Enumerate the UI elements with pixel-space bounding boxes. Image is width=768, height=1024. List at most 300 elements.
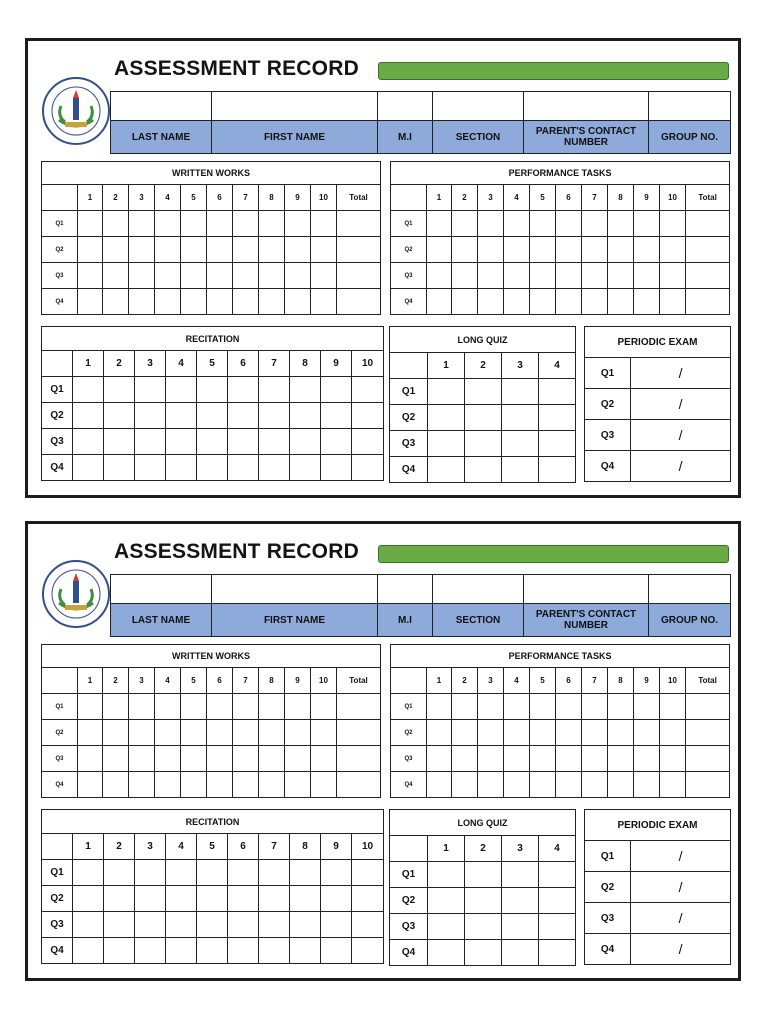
score-cell[interactable] [427, 237, 452, 263]
info-input-4[interactable] [524, 92, 649, 121]
score-cell[interactable] [155, 772, 181, 798]
score-cell[interactable] [427, 263, 452, 289]
score-cell[interactable] [155, 720, 181, 746]
score-cell[interactable] [582, 720, 608, 746]
score-cell[interactable] [259, 211, 285, 237]
score-cell[interactable] [233, 211, 259, 237]
score-cell[interactable] [478, 289, 504, 315]
score-cell[interactable] [428, 405, 465, 431]
score-cell[interactable] [504, 772, 530, 798]
score-cell[interactable] [207, 694, 233, 720]
score-cell[interactable] [530, 694, 556, 720]
score-cell[interactable] [452, 237, 478, 263]
score-cell[interactable] [259, 772, 285, 798]
score-cell[interactable] [285, 237, 311, 263]
score-cell[interactable] [73, 886, 104, 912]
score-cell[interactable] [285, 289, 311, 315]
score-cell[interactable] [104, 912, 135, 938]
score-cell[interactable] [290, 377, 321, 403]
exam-score-cell[interactable]: / [631, 872, 731, 903]
score-cell[interactable] [427, 720, 452, 746]
score-cell[interactable] [233, 263, 259, 289]
score-cell[interactable] [259, 403, 290, 429]
score-cell[interactable] [207, 720, 233, 746]
score-cell[interactable] [634, 289, 660, 315]
score-cell[interactable] [539, 405, 576, 431]
info-input-1[interactable] [212, 575, 378, 604]
score-cell[interactable] [103, 746, 129, 772]
score-cell[interactable] [166, 455, 197, 481]
score-cell[interactable] [452, 289, 478, 315]
score-cell[interactable] [352, 403, 384, 429]
score-cell[interactable] [539, 888, 576, 914]
score-cell[interactable] [478, 772, 504, 798]
score-cell[interactable] [290, 886, 321, 912]
score-cell[interactable] [228, 886, 259, 912]
score-cell[interactable] [197, 886, 228, 912]
score-cell[interactable] [104, 429, 135, 455]
exam-score-cell[interactable]: / [631, 389, 731, 420]
score-cell[interactable] [135, 429, 166, 455]
score-cell[interactable] [285, 211, 311, 237]
score-cell[interactable] [259, 886, 290, 912]
score-cell[interactable] [686, 289, 730, 315]
score-cell[interactable] [228, 912, 259, 938]
score-cell[interactable] [129, 237, 155, 263]
score-cell[interactable] [502, 431, 539, 457]
score-cell[interactable] [465, 405, 502, 431]
score-cell[interactable] [634, 211, 660, 237]
score-cell[interactable] [129, 263, 155, 289]
score-cell[interactable] [428, 431, 465, 457]
score-cell[interactable] [103, 720, 129, 746]
score-cell[interactable] [352, 429, 384, 455]
score-cell[interactable] [104, 403, 135, 429]
score-cell[interactable] [311, 237, 337, 263]
score-cell[interactable] [103, 237, 129, 263]
score-cell[interactable] [73, 429, 104, 455]
score-cell[interactable] [582, 237, 608, 263]
score-cell[interactable] [465, 431, 502, 457]
score-cell[interactable] [233, 694, 259, 720]
score-cell[interactable] [502, 914, 539, 940]
score-cell[interactable] [530, 211, 556, 237]
score-cell[interactable] [285, 694, 311, 720]
score-cell[interactable] [166, 403, 197, 429]
score-cell[interactable] [135, 886, 166, 912]
score-cell[interactable] [207, 772, 233, 798]
score-cell[interactable] [228, 403, 259, 429]
score-cell[interactable] [686, 211, 730, 237]
score-cell[interactable] [259, 938, 290, 964]
info-input-3[interactable] [433, 92, 524, 121]
score-cell[interactable] [129, 694, 155, 720]
score-cell[interactable] [608, 772, 634, 798]
score-cell[interactable] [504, 694, 530, 720]
info-input-1[interactable] [212, 92, 378, 121]
score-cell[interactable] [78, 720, 103, 746]
score-cell[interactable] [311, 263, 337, 289]
score-cell[interactable] [207, 263, 233, 289]
score-cell[interactable] [337, 237, 381, 263]
score-cell[interactable] [337, 694, 381, 720]
score-cell[interactable] [502, 457, 539, 483]
score-cell[interactable] [285, 746, 311, 772]
score-cell[interactable] [259, 289, 285, 315]
score-cell[interactable] [686, 746, 730, 772]
score-cell[interactable] [321, 455, 352, 481]
score-cell[interactable] [207, 237, 233, 263]
score-cell[interactable] [259, 237, 285, 263]
score-cell[interactable] [259, 263, 285, 289]
score-cell[interactable] [129, 289, 155, 315]
score-cell[interactable] [582, 772, 608, 798]
score-cell[interactable] [428, 379, 465, 405]
score-cell[interactable] [660, 746, 686, 772]
score-cell[interactable] [608, 263, 634, 289]
score-cell[interactable] [135, 912, 166, 938]
score-cell[interactable] [686, 263, 730, 289]
score-cell[interactable] [103, 289, 129, 315]
score-cell[interactable] [207, 746, 233, 772]
exam-score-cell[interactable]: / [631, 903, 731, 934]
score-cell[interactable] [321, 429, 352, 455]
score-cell[interactable] [686, 772, 730, 798]
score-cell[interactable] [155, 289, 181, 315]
score-cell[interactable] [259, 429, 290, 455]
score-cell[interactable] [352, 455, 384, 481]
score-cell[interactable] [428, 914, 465, 940]
info-input-5[interactable] [649, 92, 731, 121]
score-cell[interactable] [556, 746, 582, 772]
score-cell[interactable] [259, 455, 290, 481]
score-cell[interactable] [78, 746, 103, 772]
score-cell[interactable] [78, 772, 103, 798]
score-cell[interactable] [352, 886, 384, 912]
score-cell[interactable] [135, 860, 166, 886]
score-cell[interactable] [337, 211, 381, 237]
score-cell[interactable] [427, 694, 452, 720]
score-cell[interactable] [166, 938, 197, 964]
score-cell[interactable] [285, 263, 311, 289]
score-cell[interactable] [155, 211, 181, 237]
score-cell[interactable] [337, 263, 381, 289]
score-cell[interactable] [556, 289, 582, 315]
score-cell[interactable] [233, 289, 259, 315]
score-cell[interactable] [530, 720, 556, 746]
score-cell[interactable] [181, 263, 207, 289]
score-cell[interactable] [556, 720, 582, 746]
score-cell[interactable] [290, 938, 321, 964]
score-cell[interactable] [129, 746, 155, 772]
score-cell[interactable] [452, 720, 478, 746]
score-cell[interactable] [465, 940, 502, 966]
score-cell[interactable] [321, 377, 352, 403]
score-cell[interactable] [686, 237, 730, 263]
score-cell[interactable] [556, 772, 582, 798]
score-cell[interactable] [166, 912, 197, 938]
score-cell[interactable] [337, 289, 381, 315]
score-cell[interactable] [352, 938, 384, 964]
score-cell[interactable] [660, 237, 686, 263]
score-cell[interactable] [478, 720, 504, 746]
score-cell[interactable] [582, 289, 608, 315]
score-cell[interactable] [428, 888, 465, 914]
score-cell[interactable] [321, 938, 352, 964]
score-cell[interactable] [352, 377, 384, 403]
score-cell[interactable] [166, 886, 197, 912]
score-cell[interactable] [608, 720, 634, 746]
score-cell[interactable] [478, 211, 504, 237]
score-cell[interactable] [155, 263, 181, 289]
score-cell[interactable] [478, 237, 504, 263]
score-cell[interactable] [428, 862, 465, 888]
exam-score-cell[interactable]: / [631, 420, 731, 451]
score-cell[interactable] [181, 720, 207, 746]
score-cell[interactable] [259, 720, 285, 746]
score-cell[interactable] [321, 403, 352, 429]
score-cell[interactable] [103, 263, 129, 289]
exam-score-cell[interactable]: / [631, 451, 731, 482]
score-cell[interactable] [427, 289, 452, 315]
score-cell[interactable] [285, 720, 311, 746]
score-cell[interactable] [634, 772, 660, 798]
score-cell[interactable] [502, 940, 539, 966]
score-cell[interactable] [321, 886, 352, 912]
score-cell[interactable] [259, 377, 290, 403]
score-cell[interactable] [78, 694, 103, 720]
score-cell[interactable] [352, 860, 384, 886]
score-cell[interactable] [634, 694, 660, 720]
info-input-0[interactable] [111, 575, 212, 604]
score-cell[interactable] [608, 746, 634, 772]
score-cell[interactable] [103, 694, 129, 720]
score-cell[interactable] [556, 694, 582, 720]
score-cell[interactable] [197, 455, 228, 481]
score-cell[interactable] [311, 211, 337, 237]
score-cell[interactable] [73, 455, 104, 481]
score-cell[interactable] [135, 403, 166, 429]
score-cell[interactable] [504, 263, 530, 289]
score-cell[interactable] [452, 263, 478, 289]
score-cell[interactable] [502, 379, 539, 405]
score-cell[interactable] [686, 694, 730, 720]
score-cell[interactable] [259, 860, 290, 886]
score-cell[interactable] [608, 237, 634, 263]
score-cell[interactable] [660, 263, 686, 289]
score-cell[interactable] [104, 938, 135, 964]
score-cell[interactable] [504, 289, 530, 315]
score-cell[interactable] [155, 237, 181, 263]
score-cell[interactable] [452, 694, 478, 720]
score-cell[interactable] [73, 938, 104, 964]
score-cell[interactable] [197, 403, 228, 429]
score-cell[interactable] [285, 772, 311, 798]
info-input-3[interactable] [433, 575, 524, 604]
score-cell[interactable] [427, 211, 452, 237]
score-cell[interactable] [135, 938, 166, 964]
score-cell[interactable] [504, 237, 530, 263]
info-input-5[interactable] [649, 575, 731, 604]
score-cell[interactable] [181, 694, 207, 720]
score-cell[interactable] [530, 772, 556, 798]
score-cell[interactable] [259, 746, 285, 772]
score-cell[interactable] [207, 289, 233, 315]
score-cell[interactable] [290, 912, 321, 938]
score-cell[interactable] [530, 289, 556, 315]
score-cell[interactable] [103, 211, 129, 237]
score-cell[interactable] [197, 377, 228, 403]
score-cell[interactable] [233, 746, 259, 772]
score-cell[interactable] [78, 237, 103, 263]
score-cell[interactable] [337, 746, 381, 772]
score-cell[interactable] [166, 429, 197, 455]
score-cell[interactable] [104, 377, 135, 403]
score-cell[interactable] [427, 772, 452, 798]
score-cell[interactable] [660, 772, 686, 798]
score-cell[interactable] [78, 289, 103, 315]
score-cell[interactable] [104, 455, 135, 481]
info-input-2[interactable] [378, 575, 433, 604]
score-cell[interactable] [660, 720, 686, 746]
score-cell[interactable] [539, 457, 576, 483]
score-cell[interactable] [465, 914, 502, 940]
score-cell[interactable] [311, 289, 337, 315]
score-cell[interactable] [228, 860, 259, 886]
score-cell[interactable] [530, 237, 556, 263]
score-cell[interactable] [504, 211, 530, 237]
score-cell[interactable] [556, 237, 582, 263]
score-cell[interactable] [290, 455, 321, 481]
exam-score-cell[interactable]: / [631, 841, 731, 872]
score-cell[interactable] [73, 860, 104, 886]
score-cell[interactable] [197, 912, 228, 938]
score-cell[interactable] [166, 860, 197, 886]
score-cell[interactable] [427, 746, 452, 772]
score-cell[interactable] [233, 237, 259, 263]
score-cell[interactable] [197, 429, 228, 455]
score-cell[interactable] [582, 694, 608, 720]
score-cell[interactable] [504, 746, 530, 772]
score-cell[interactable] [660, 211, 686, 237]
score-cell[interactable] [129, 720, 155, 746]
score-cell[interactable] [530, 746, 556, 772]
score-cell[interactable] [556, 211, 582, 237]
score-cell[interactable] [166, 377, 197, 403]
score-cell[interactable] [311, 720, 337, 746]
score-cell[interactable] [311, 772, 337, 798]
score-cell[interactable] [73, 912, 104, 938]
score-cell[interactable] [539, 379, 576, 405]
score-cell[interactable] [104, 886, 135, 912]
score-cell[interactable] [181, 211, 207, 237]
score-cell[interactable] [290, 403, 321, 429]
score-cell[interactable] [73, 377, 104, 403]
score-cell[interactable] [228, 938, 259, 964]
score-cell[interactable] [181, 772, 207, 798]
score-cell[interactable] [660, 289, 686, 315]
score-cell[interactable] [103, 772, 129, 798]
score-cell[interactable] [539, 862, 576, 888]
score-cell[interactable] [104, 860, 135, 886]
score-cell[interactable] [478, 746, 504, 772]
score-cell[interactable] [465, 862, 502, 888]
score-cell[interactable] [478, 694, 504, 720]
score-cell[interactable] [634, 263, 660, 289]
score-cell[interactable] [337, 720, 381, 746]
score-cell[interactable] [181, 289, 207, 315]
score-cell[interactable] [504, 720, 530, 746]
score-cell[interactable] [259, 912, 290, 938]
score-cell[interactable] [608, 211, 634, 237]
score-cell[interactable] [181, 237, 207, 263]
score-cell[interactable] [502, 405, 539, 431]
score-cell[interactable] [539, 431, 576, 457]
score-cell[interactable] [78, 211, 103, 237]
info-input-0[interactable] [111, 92, 212, 121]
score-cell[interactable] [135, 455, 166, 481]
score-cell[interactable] [502, 862, 539, 888]
score-cell[interactable] [321, 912, 352, 938]
score-cell[interactable] [129, 211, 155, 237]
exam-score-cell[interactable]: / [631, 934, 731, 965]
score-cell[interactable] [428, 457, 465, 483]
score-cell[interactable] [465, 379, 502, 405]
score-cell[interactable] [634, 720, 660, 746]
score-cell[interactable] [539, 940, 576, 966]
score-cell[interactable] [452, 772, 478, 798]
score-cell[interactable] [428, 940, 465, 966]
score-cell[interactable] [311, 694, 337, 720]
score-cell[interactable] [352, 912, 384, 938]
score-cell[interactable] [478, 263, 504, 289]
score-cell[interactable] [155, 694, 181, 720]
score-cell[interactable] [290, 860, 321, 886]
score-cell[interactable] [465, 888, 502, 914]
score-cell[interactable] [582, 263, 608, 289]
score-cell[interactable] [233, 772, 259, 798]
info-input-4[interactable] [524, 575, 649, 604]
score-cell[interactable] [228, 429, 259, 455]
score-cell[interactable] [634, 237, 660, 263]
score-cell[interactable] [608, 289, 634, 315]
score-cell[interactable] [181, 746, 207, 772]
score-cell[interactable] [135, 377, 166, 403]
score-cell[interactable] [452, 746, 478, 772]
score-cell[interactable] [634, 746, 660, 772]
score-cell[interactable] [233, 720, 259, 746]
score-cell[interactable] [78, 263, 103, 289]
score-cell[interactable] [530, 263, 556, 289]
score-cell[interactable] [311, 746, 337, 772]
score-cell[interactable] [129, 772, 155, 798]
score-cell[interactable] [228, 455, 259, 481]
score-cell[interactable] [502, 888, 539, 914]
score-cell[interactable] [582, 746, 608, 772]
score-cell[interactable] [337, 772, 381, 798]
score-cell[interactable] [259, 694, 285, 720]
exam-score-cell[interactable]: / [631, 358, 731, 389]
score-cell[interactable] [197, 938, 228, 964]
score-cell[interactable] [686, 720, 730, 746]
score-cell[interactable] [290, 429, 321, 455]
score-cell[interactable] [197, 860, 228, 886]
score-cell[interactable] [228, 377, 259, 403]
score-cell[interactable] [539, 914, 576, 940]
score-cell[interactable] [73, 403, 104, 429]
score-cell[interactable] [556, 263, 582, 289]
info-input-2[interactable] [378, 92, 433, 121]
